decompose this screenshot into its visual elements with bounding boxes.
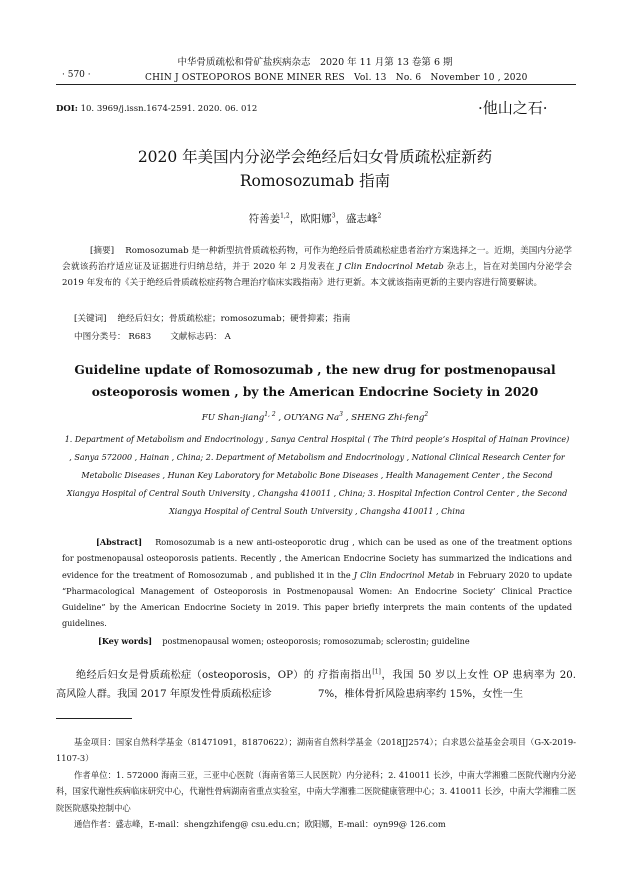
abstract-en-journal: J Clin Endocrinol Metab bbox=[353, 569, 455, 580]
abstract-en-label: [Abstract] bbox=[96, 537, 143, 547]
abstract-en-text-a: Romosozumab is a new anti-osteoporotic drug , which can be used as one of the treatment options for postmenopausal osteoporosis patients. Recently , the American Endocrine Society has summarized the indications and evidence for the treatment of Romosozumab , and published it in the bbox=[62, 537, 572, 580]
header-rule bbox=[56, 84, 576, 85]
classification-cn bbox=[74, 330, 231, 342]
clc-label: 中图分类号： bbox=[74, 332, 126, 342]
title-cn-line1: 2020 年美国内分泌学会绝经后妇女骨质疏松症新药 bbox=[137, 148, 493, 166]
author-3-cn: 盛志峰 bbox=[346, 213, 378, 225]
journal-name-cn: 中华骨质疏松和骨矿盐疾病杂志 2020 年 11 月第 13 卷第 6 期 bbox=[177, 57, 453, 68]
doi bbox=[56, 104, 257, 114]
author-3-en-aff: 2 bbox=[424, 411, 429, 419]
keywords-en-label: [Key words] bbox=[98, 636, 153, 646]
doi-label: DOI: bbox=[56, 104, 78, 114]
author-1-aff: 1,2 bbox=[280, 212, 290, 220]
code-label: 文献标志码： bbox=[170, 332, 222, 342]
keywords-cn-text: 绝经后妇女；骨质疏松症；romosozumab；硬骨抑素；指南 bbox=[117, 314, 351, 324]
clc-value: R683 bbox=[128, 332, 152, 342]
author-1-en: FU Shan-jiang bbox=[201, 413, 265, 423]
author-3-en: SHENG Zhi-feng bbox=[351, 413, 425, 423]
title-cn bbox=[0, 145, 630, 193]
title-cn-line2: Romosozumab 指南 bbox=[239, 172, 391, 190]
author-2-cn: 欧阳娜 bbox=[300, 213, 332, 225]
footnote-affiliations: 作者单位：1. 572000 海南三亚，三亚中心医院（海南省第三人民医院）内分泌科；2. 410011 长沙，中南大学湘雅二医院代谢内分泌科，国家代谢性疾病临床研究中心，代谢性骨病湖南省重点实验室，中南大学湘雅二医院健康管理中心；3. 410011 长沙，中南大学湘雅二医院医院感染控制中心 bbox=[56, 769, 576, 813]
abstract-en bbox=[62, 534, 572, 632]
author-3-aff: 2 bbox=[377, 212, 382, 220]
footnote-rule bbox=[56, 718, 132, 719]
abstract-en-text-b: in February 2020 to update “Pharmacological Management of Osteoporosis in Postmenopausal Women: An Endocrine Society’ Clinical Practice Guideline” by the American Endocrine Society in 2019. This paper briefly interprets the main contents of the updated guidelines. bbox=[62, 569, 572, 629]
authors-en bbox=[0, 413, 630, 423]
abstract-cn-text-b: 杂志上，旨在对美国内分泌学会 2019 年发布的《关于绝经后骨质疏松症药物合理治疗临床实践指南》进行更新。本文就该指南更新的主要内容进行简要解读。 bbox=[62, 262, 573, 288]
journal-name-en: CHIN J OSTEOPOROS BONE MINER RES Vol. 13 No. 6 November 10 , 2020 bbox=[145, 73, 528, 83]
author-sep: ， bbox=[289, 213, 301, 225]
abstract-cn bbox=[62, 243, 572, 291]
body-right-text-b: ，我国 50 岁以上女性 OP 患病率为 20. 7%，椎体骨折风险患病率约 15%，女性一生 bbox=[318, 670, 577, 700]
page-number: · 570 · bbox=[62, 70, 91, 80]
title-en-line2: osteoporosis women , by the American Endocrine Society in 2020 bbox=[91, 385, 539, 399]
citation-ref: [1] bbox=[372, 668, 381, 676]
author-1-en-aff: 1, 2 bbox=[264, 411, 276, 419]
column-tag: ·他山之石· bbox=[478, 99, 548, 117]
title-en-line1: Guideline update of Romosozumab , the new drug for postmenopausal bbox=[74, 363, 556, 377]
author-2-en: OUYANG Na bbox=[283, 413, 340, 423]
author-2-aff: 3 bbox=[331, 212, 336, 220]
keywords-cn-label: [关键词] bbox=[74, 314, 107, 324]
footnote-correspondence: 通信作者：盛志峰，E-mail：shengzhifeng@ csu.edu.cn；欧阳娜，E-mail：oyn99@ 126.com bbox=[74, 819, 446, 830]
authors-cn bbox=[0, 211, 630, 226]
body-column-left: 绝经后妇女是骨质疏松症（osteoporosis，OP）的高风险人群。我国 2017 年原发性骨质疏松症诊 bbox=[56, 670, 314, 700]
body-right-text-a: 疗指南指出 bbox=[318, 670, 373, 681]
affiliations-en: 1. Department of Metabolism and Endocrinology , Sanya Central Hospital ( The Third people’s Hospital of Hainan Province) , Sanya 572000 , Hainan , China; 2. Department of Metabolism and Endocrinology , National Clinical Research Center for Metabolic Diseases , Hunan Key Laboratory for Metabolic Bone Diseases , Health Management Center , the Second Xiangya Hospital of Central South University , Changsha 410011 , China; 3. Hospital Infection Control Center , the Second Xiangya Hospital of Central South University , Changsha 410011 , China bbox=[64, 435, 570, 516]
author-sep: , bbox=[275, 413, 284, 423]
body-column-right bbox=[318, 666, 576, 704]
author-1-cn: 符善姜 bbox=[248, 213, 281, 225]
author-sep: , bbox=[342, 413, 352, 423]
doi-value: 10. 3969/j.issn.1674-2591. 2020. 06. 012 bbox=[80, 104, 258, 114]
abstract-cn-journal: J Clin Endocrinol Metab bbox=[337, 262, 444, 272]
keywords-cn bbox=[74, 312, 350, 324]
author-sep: ， bbox=[335, 213, 347, 225]
keywords-en bbox=[98, 636, 470, 646]
abstract-cn-label: [摘要] bbox=[90, 246, 115, 256]
footnotes bbox=[56, 734, 576, 832]
keywords-en-text: postmenopausal women; osteoporosis; romosozumab; sclerostin; guideline bbox=[162, 636, 470, 646]
title-en bbox=[0, 359, 630, 403]
footnote-funding: 基金项目：国家自然科学基金（81471091，81870622）；湖南省自然科学基金（2018JJ2574）；白求恩公益基金会项目（G-X-2019-1107-3） bbox=[56, 737, 576, 764]
abstract-cn-text-a: Romosozumab 是一种新型抗骨质疏松药物，可作为绝经后骨质疏松症患者治疗方案选择之一。近期，美国内分泌学会就该药治疗适应证及证据进行归纳总结，并于 2020 年 2 月发表在 bbox=[62, 246, 572, 272]
code-value: A bbox=[224, 332, 231, 342]
author-2-en-aff: 3 bbox=[339, 411, 343, 419]
